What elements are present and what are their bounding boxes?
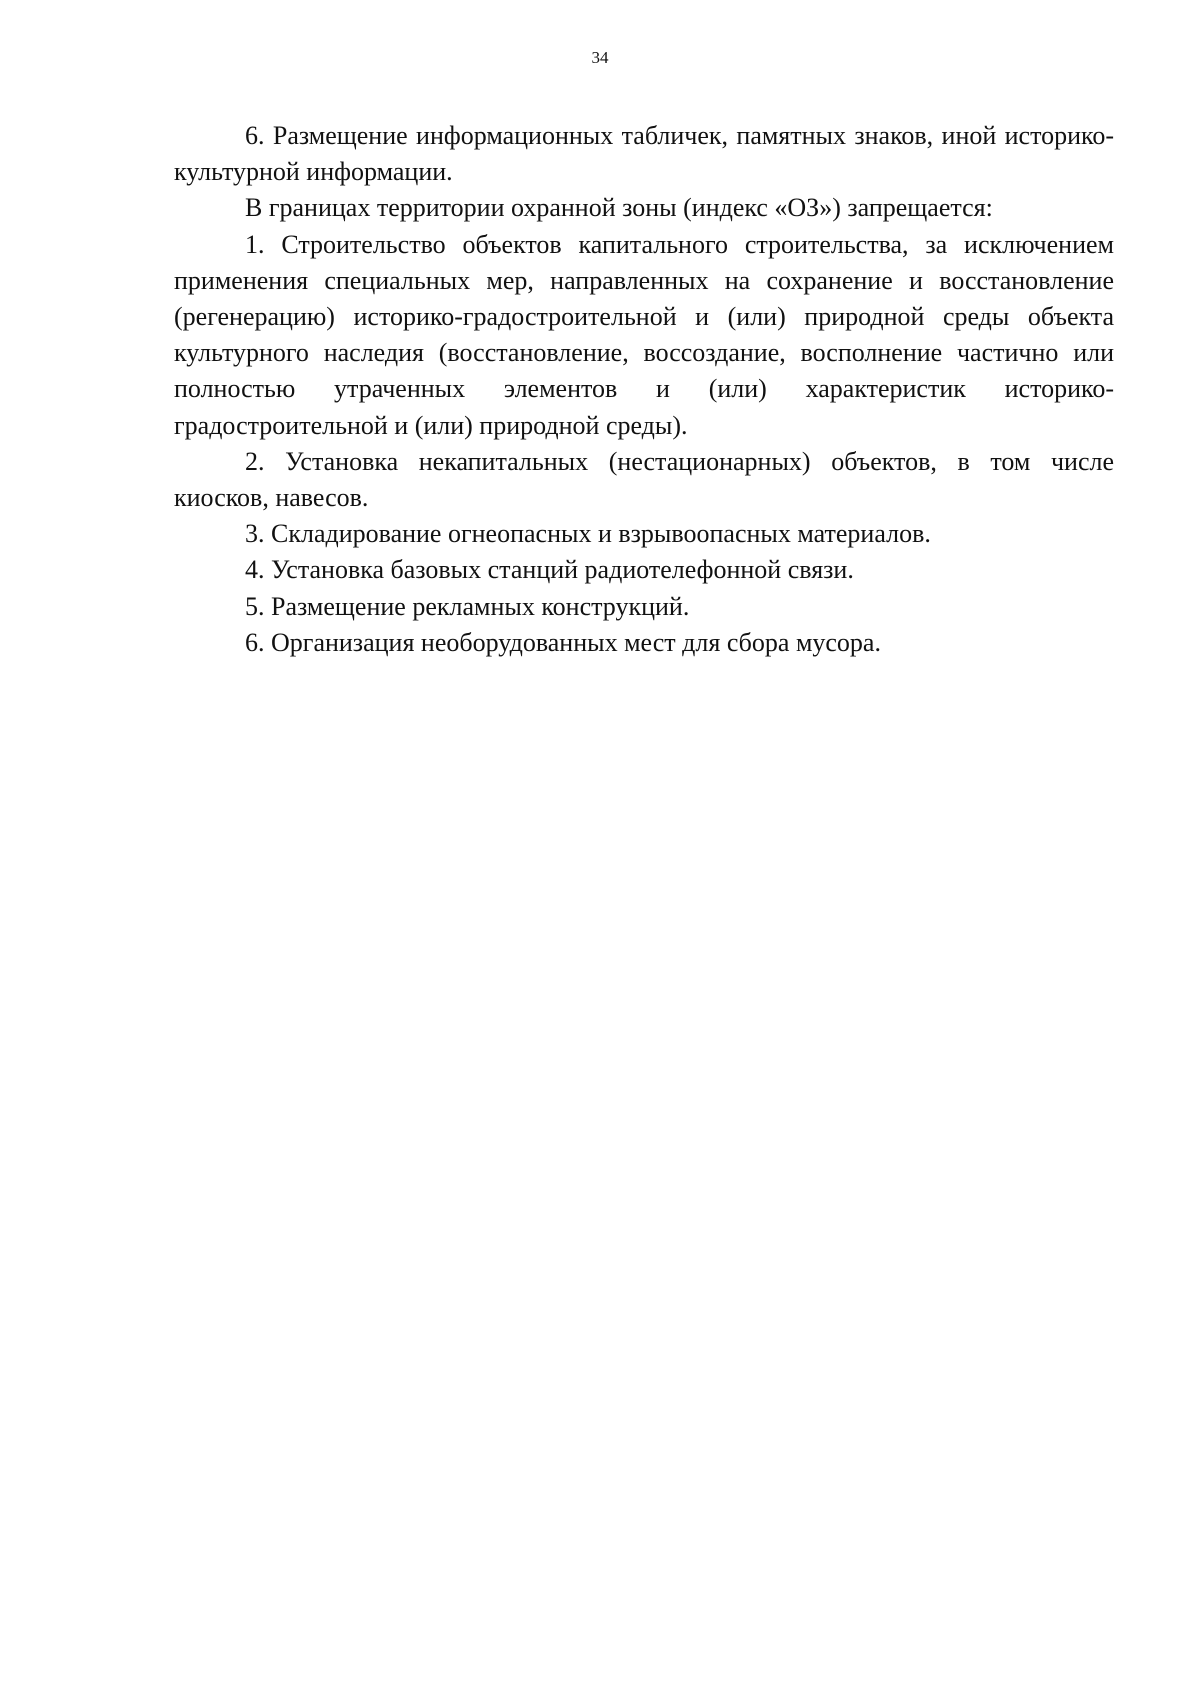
paragraph-item-5-advertising: 5. Размещение рекламных конструкций. [245, 591, 690, 621]
paragraph-item-3-hazardous-storage: 3. Складирование огнеопасных и взрывоопасных материалов. [245, 519, 931, 549]
paragraph-item-6-waste-sites: 6. Организация необорудованных мест для сбора мусора. [245, 627, 881, 657]
paragraph-item-6-info-signs: 6. Размещение информационных табличек, памятных знаков, иной историко-культурной информации. [174, 121, 1114, 187]
page-number: 34 [591, 48, 609, 67]
paragraph-item-4-base-stations: 4. Установка базовых станций радиотелефонной связи. [245, 555, 854, 585]
document-body [174, 118, 1114, 661]
paragraph-oz-zone-intro: В границах территории охранной зоны (индекс «ОЗ») запрещается: [245, 193, 993, 223]
paragraph-item-2-temporary-objects: 2. Установка некапитальных (нестационарных) объектов, в том числе киосков, навесов. [174, 446, 1114, 513]
paragraph-item-1-construction: 1. Строительство объектов капитального строительства, за исключением применения специальных мер, направленных на сохранение и восстановление (регенерацию) историко-градостроительной и (или) природной среды объекта культурного наследия (восстановление, воссоздание, восполнение частично или полностью утраченных элементов и (или) характеристик историко-градостроительной и (или) природной среды). [174, 229, 1114, 440]
